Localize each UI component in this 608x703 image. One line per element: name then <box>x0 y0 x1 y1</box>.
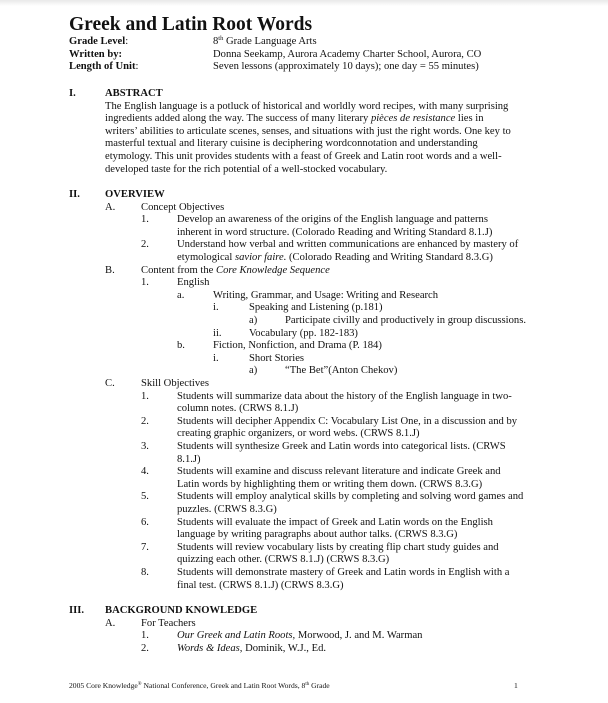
page-number: 1 <box>514 681 518 690</box>
list-roman: i. <box>213 352 219 364</box>
list-item-line: Understand how verbal and written communications are enhanced by mastery of <box>177 239 519 251</box>
reference-item: Our Greek and Latin Roots, Morwood, J. and M. Warman <box>177 630 423 642</box>
list-item-line: puzzles. (CRWS 8.3.G) <box>177 504 277 515</box>
list-item-line: Students will evaluate the impact of Greek and Latin words on the English <box>177 516 493 528</box>
outline-label: C. <box>105 378 115 389</box>
list-sub-letter: a) <box>249 365 258 377</box>
document-title: Greek and Latin Root Words <box>69 14 313 35</box>
list-letter: a. <box>177 289 185 301</box>
list-number: 2. <box>141 239 149 251</box>
list-number: 2. <box>141 642 149 654</box>
meta-value: Seven lessons (approximately 10 days); one day = 55 minutes) <box>213 61 479 73</box>
abstract-paragraph: The English language is a potluck of historical and worldly word recipes, with many surprising ingredients added along the way. The success of many literary pièces de resistance lies in writers’ abilities to articulate scenes, senses, and situations with just the right words. One key to masterful textual and literary cuisine is deciphering wordconnotation and understanding etymology. This unit provides students with a feast of Greek and Latin root words and a well- developed taste for the rich potential of a well-stocked vocabulary. <box>105 100 511 175</box>
list-roman: ii. <box>213 327 222 339</box>
reference-item: Words & Ideas, Dominik, W.J., Ed. <box>177 642 327 654</box>
meta-value: 8th Grade Language Arts <box>213 35 317 47</box>
list-item-line: final test. (CRWS 8.1.J) (CRWS 8.3.G) <box>177 579 344 591</box>
meta-label: Grade Level <box>69 36 126 47</box>
list-item-line: English <box>177 277 210 289</box>
list-item-line: Fiction, Nonfiction, and Drama (P. 184) <box>213 340 382 352</box>
subsection-title-for-teachers: For Teachers <box>141 617 196 629</box>
list-item-line: Participate civilly and productively in group discussions. <box>285 315 526 326</box>
list-item-line: Students will examine and discuss relevant literature and indicate Greek and <box>177 466 501 478</box>
list-item-line: creating graphic organizers, or word webs. (CRWS 8.1.J) <box>177 428 420 440</box>
list-number: 6. <box>141 516 149 528</box>
list-item-line: language by writing paragraphs about author talks. (CRWS 8.3.G) <box>177 529 458 541</box>
subsection-title-content: Content from the Core Knowledge Sequence <box>141 264 330 276</box>
meta-value: Donna Seekamp, Aurora Academy Charter School, Aurora, CO <box>213 48 482 60</box>
list-item-line: Students will review vocabulary lists by creating flip chart study guides and <box>177 541 499 553</box>
list-item-line: Writing, Grammar, and Usage: Writing and Research <box>213 289 439 301</box>
section-heading-abstract: ABSTRACT <box>105 88 163 99</box>
list-number: 4. <box>141 466 149 478</box>
meta-label: Written by <box>69 48 119 60</box>
list-item-line: “The Bet”(Anton Chekov) <box>285 365 398 377</box>
list-item-line: Students will synthesize Greek and Latin words into categorical lists. (CRWS <box>177 441 506 452</box>
meta-label: Length of Unit <box>69 61 136 73</box>
list-item-line: Students will demonstrate mastery of Greek and Latin words in English with a <box>177 567 510 578</box>
list-number: 1. <box>141 630 149 642</box>
list-item-line: Short Stories <box>249 352 305 364</box>
section-heading-overview: OVERVIEW <box>105 189 165 200</box>
list-item-line: quizzing each other. (CRWS 8.1.J) (CRWS 8.3.G) <box>177 554 390 566</box>
registered-mark: ® <box>137 682 142 687</box>
list-number: 1. <box>141 390 149 402</box>
list-sub-letter: a) <box>249 315 258 326</box>
list-item-line: etymological savior faire. (Colorado Reading and Writing Standard 8.3.G) <box>177 252 493 263</box>
subsection-title-skill-objectives: Skill Objectives <box>141 378 209 389</box>
list-number: 3. <box>141 441 149 452</box>
list-number: 5. <box>141 491 149 503</box>
list-number: 8. <box>141 567 149 578</box>
outline-label: B. <box>105 264 115 276</box>
list-number: 1. <box>141 277 149 289</box>
list-roman: i. <box>213 302 219 314</box>
list-item-line: Students will summarize data about the history of the English language in two- <box>177 390 512 402</box>
subsection-title-concept-objectives: Concept Objectives <box>141 201 225 213</box>
section-numeral: I. <box>69 88 76 99</box>
list-item-line: Vocabulary (pp. 182-183) <box>249 327 358 339</box>
list-item-line: Students will decipher Appendix C: Vocabulary List One, in a discussion and by <box>177 415 518 427</box>
section-numeral: III. <box>69 605 85 616</box>
section-heading-background: BACKGROUND KNOWLEDGE <box>105 605 258 616</box>
list-number: 2. <box>141 415 149 427</box>
list-item-line: Speaking and Listening (p.181) <box>249 302 383 314</box>
list-number: 1. <box>141 214 149 226</box>
list-item-line: inherent in word structure. (Colorado Reading and Writing Standard 8.1.J) <box>177 226 493 238</box>
outline-label: A. <box>105 201 116 213</box>
list-item-line: Develop an awareness of the origins of the English language and patterns <box>177 214 488 226</box>
document-page: Greek and Latin Root Words Grade Level: 8th Grade Language Arts Written by: Donna Seekamp, Aurora Academy Charter School, Aurora, CO Length of Unit: Seven lessons (approximately 10 days); one day = 55 minutes) I. ABSTRACT The English language is a potluck of historical and worldly word recipes, with many surprising ingredients added along the way. The success of many literary pièces de resistance lies in writers’ abilities to articulate scenes, senses, and situations with just the right words. One key to masterful textual and literary cuisine is deciphering wordconnotation and understanding etymology. This unit provides students with a feast of Greek and Latin root words and a well- developed taste for the rich potential of a well-stocked vocabulary. II. OVERVIEW A. Concept Objectives 1. Develop an awareness of the origins of the English language and patterns inherent in word structure. (Colorado Reading and Writing Standard 8.1.J) 2. Understand how verbal and written communications are enhanced by mastery of etymological savior faire. (Colorado Reading and Writing Standard 8.3.G) B. Content from the Core Knowledge Sequence 1. English a. Writing, Grammar, and Usage: Writing and Research i. Speaking and Listening (p.181) a) Participate civilly and productively in group discussions. ii. Vocabulary (pp. 182-183) b. Fiction, Nonfiction, and Drama (P. 184) i. Short Stories a) “The Bet”(Anton Chekov) C. Skill Objectives 1. Students will summarize data about the history of the English language in two- column notes. (CRWS 8.1.J) 2. Students will decipher Appendix C: Vocabulary List One, in a discussion and by creating graphic organizers, or word webs. (CRWS 8.1.J) 3. Students will synthesize Greek and Latin words into categorical lists. (CRWS 8.1.J) 4. Students will examine and discuss relevant literature and indicate Greek and Latin words by highlighting them or writing them down. (CRWS 8.3.G) 5. Students will employ analytical skills by completing and solving word games and puzzles. (CRWS 8.3.G) 6. Students will evaluate the impact of Greek and Latin words on the English language by writing paragraphs about author talks. (CRWS 8.3.G) 7. Students will review vocabulary lists by creating flip chart study guides and quizzing each other. (CRWS 8.1.J) (CRWS 8.3.G) 8. Students will demonstrate mastery of Greek and Latin words in English with a final test. (CRWS 8.1.J) (CRWS 8.3.G) III. BACKGROUND KNOWLEDGE A. For Teachers 1. Our Greek and Latin Roots, Morwood, J. and M. Warman 2. Words & Ideas, Dominik, W.J., Ed. 2005 Core Knowledge® National Conference, Greek and Latin Root Words, 8th Grade 1 <box>0 0 608 703</box>
list-item-line: Students will employ analytical skills by completing and solving word games and <box>177 491 524 503</box>
page-footer: 2005 Core Knowledge® National Conference, Greek and Latin Root Words, 8th Grade <box>69 681 330 690</box>
list-item-line: 8.1.J) <box>177 453 201 465</box>
outline-label: A. <box>105 617 116 629</box>
list-number: 7. <box>141 541 149 553</box>
list-item-line: column notes. (CRWS 8.1.J) <box>177 403 299 415</box>
list-item-line: Latin words by highlighting them or writing them down. (CRWS 8.3.G) <box>177 478 483 490</box>
list-letter: b. <box>177 340 185 352</box>
section-numeral: II. <box>69 189 80 200</box>
